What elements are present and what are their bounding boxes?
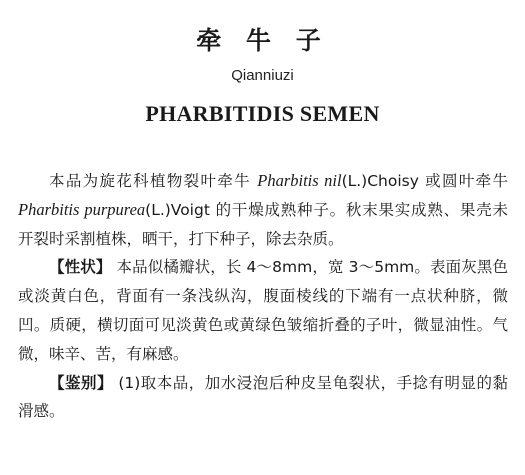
pinyin-title: Qianniuzi bbox=[231, 67, 294, 84]
identification-text: (1)取本品，加水浸泡后种皮呈龟裂状，手捻有明显的黏滑感。 bbox=[18, 373, 508, 421]
identification-heading: 【鉴别】 bbox=[49, 373, 113, 392]
source-text-2: (L.)Choisy 或圆叶牵牛 bbox=[341, 172, 508, 190]
monograph-body bbox=[18, 167, 508, 426]
source-paragraph bbox=[18, 167, 508, 253]
source-text-3: (L.)Voigt 的干燥成熟种子。秋末果实成熟、果壳未开裂时采割植株，晒干，打下种子，除去杂质。 bbox=[18, 200, 508, 248]
species-name-1: Pharbitis nil bbox=[257, 171, 342, 190]
species-name-2: Pharbitis purpurea bbox=[18, 199, 146, 219]
identification-paragraph bbox=[18, 369, 508, 427]
traits-text: 本品似橘瓣状，长 4～8mm，宽 3～5mm。表面灰黑色或淡黄白色，背面有一条浅纵沟，腹面棱线的下端有一点状种脐，微凹。质硬，横切面可见淡黄色或黄绿色皱缩折叠的子叶，微显油性。气微，味辛、苦，有麻感。 bbox=[18, 258, 508, 363]
latin-title: PHARBITIDIS SEMEN bbox=[145, 101, 380, 126]
chinese-title: 牵 牛 子 bbox=[196, 26, 329, 55]
source-text-1: 本品为旋花科植物裂叶牵牛 bbox=[49, 172, 258, 190]
traits-heading: 【性状】 bbox=[49, 258, 112, 277]
traits-paragraph bbox=[18, 253, 508, 368]
